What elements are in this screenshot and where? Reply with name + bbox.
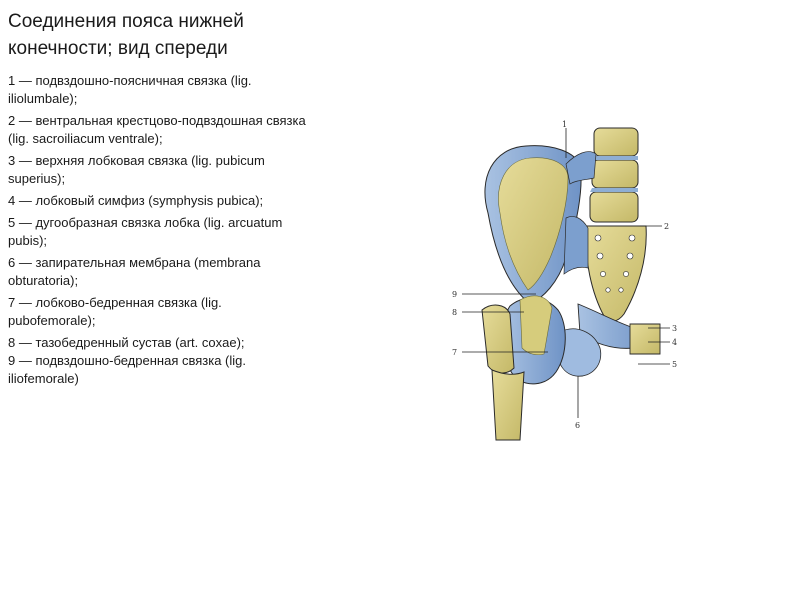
legend-item: 2 — вентральная крестцово-подвздошная связка (lig. sacroiliacum ventrale); [8, 113, 306, 146]
legend-item: 8 — тазобедренный сустав (art. coxae); [8, 335, 245, 350]
label-2: 2 [664, 222, 670, 231]
page-title: Соединения пояса нижней конечности; вид спереди [8, 11, 244, 59]
vertebra [592, 160, 638, 188]
label-6: 6 [575, 421, 581, 430]
legend-item: 9 — подвздошно-бедренная связка (lig. iliofemorale) [8, 353, 246, 386]
femur-trochanter [482, 305, 514, 373]
pelvis-illustration [448, 118, 680, 448]
intervertebral-disc [592, 156, 638, 160]
vertebra [590, 192, 638, 222]
legend-item: 4 — лобковый симфиз (symphysis pubica); [8, 193, 264, 208]
sacrum [586, 226, 647, 321]
label-3: 3 [672, 324, 678, 333]
label-9: 9 [452, 290, 458, 299]
pelvis-drawing [448, 118, 680, 448]
vertebra [594, 128, 638, 156]
legend-list [8, 72, 308, 392]
label-4: 4 [672, 338, 678, 347]
label-5: 5 [672, 360, 678, 369]
legend-item: 3 — верхняя лобковая связка (lig. pubicum superius); [8, 153, 265, 186]
femur-shaft [492, 370, 524, 440]
sacroiliac-ligament [564, 216, 588, 274]
legend-item: 5 — дугообразная связка лобка (lig. arcuatum pubis); [8, 215, 283, 248]
legend-item: 1 — подвздошно-поясничная связка (lig. iliolumbale); [8, 73, 252, 106]
label-7: 7 [452, 348, 458, 357]
legend-item: 6 — запирательная мембрана (membrana obturatoria); [8, 255, 261, 288]
label-1: 1 [562, 120, 568, 129]
intervertebral-disc [590, 188, 638, 192]
legend-item: 7 — лобково-бедренная связка (lig. pubofemorale); [8, 295, 222, 328]
pubic-symphysis [630, 324, 660, 354]
label-8: 8 [452, 308, 458, 317]
